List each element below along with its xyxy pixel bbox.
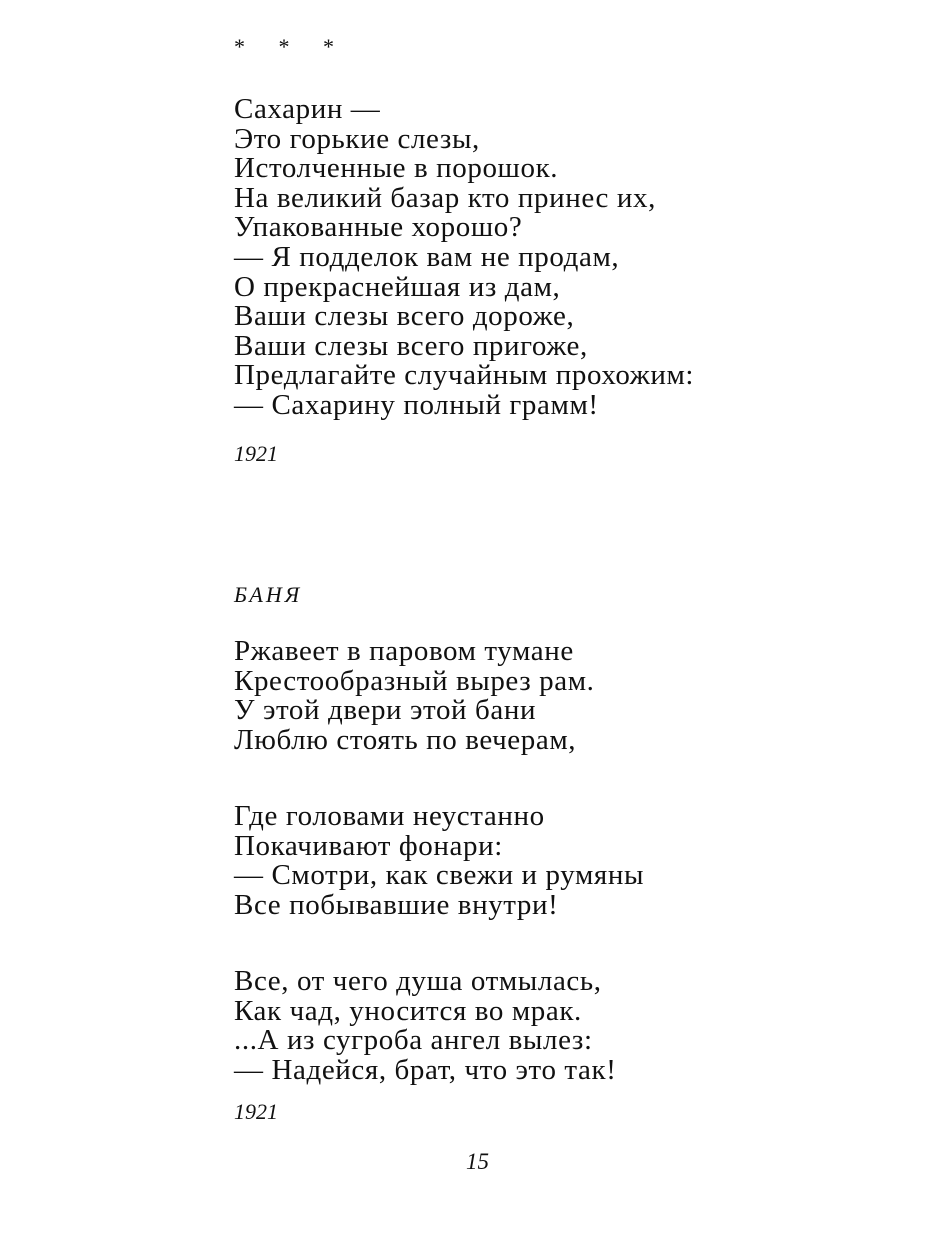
poem-line: — Сахарину полный грамм!: [234, 388, 599, 421]
poem-line: Предлагайте случайным прохожим:: [234, 359, 695, 392]
poem2-stanza-3: [234, 967, 616, 1085]
poem-line: ...А из сугроба ангел вылез:: [234, 1024, 593, 1057]
page-number: 15: [466, 1149, 489, 1174]
poem2-stanza-1: [234, 637, 595, 755]
poem-line: Истолченные в порошок.: [234, 152, 559, 185]
poem-separator-asterisks: * * *: [234, 34, 348, 59]
poem-line: Это горькие слезы,: [234, 122, 480, 155]
poem-line: Все, от чего душа отмылась,: [234, 965, 602, 997]
poem-line: Ваши слезы всего дороже,: [234, 300, 575, 333]
poem-line: — Смотри, как свежи и румяны: [234, 859, 645, 892]
poem-line: — Надейся, брат, что это так!: [234, 1053, 617, 1086]
poem-line: — Я подделок вам не продам,: [234, 240, 620, 273]
poem-line: Все побывавшие внутри!: [234, 888, 559, 921]
poem-line: Сахарин —: [234, 93, 381, 125]
poem-line: О прекраснейшая из дам,: [234, 270, 561, 303]
poem2-stanza-2: [234, 802, 644, 920]
poem-line: Ваши слезы всего пригоже,: [234, 329, 588, 362]
poem-line: Крестообразный вырез рам.: [234, 664, 595, 697]
poem-line: Как чад, уносится во мрак.: [234, 994, 582, 1027]
poem-line: Где головами неустанно: [234, 800, 545, 832]
poem-line: Покачивают фонари:: [234, 829, 503, 862]
poem-line: Упакованные хорошо?: [234, 211, 523, 244]
poem-line: Ржавеет в паровом тумане: [234, 635, 574, 667]
poem-line: Люблю стоять по вечерам,: [234, 723, 577, 756]
poem2-date: 1921: [234, 1099, 278, 1124]
poem-line: На великий базар кто принес их,: [234, 181, 656, 214]
poem1-stanza: [234, 95, 694, 421]
poem2-title: БАНЯ: [234, 582, 303, 607]
poem-line: У этой двери этой бани: [234, 694, 537, 727]
poem1-date: 1921: [234, 441, 278, 466]
